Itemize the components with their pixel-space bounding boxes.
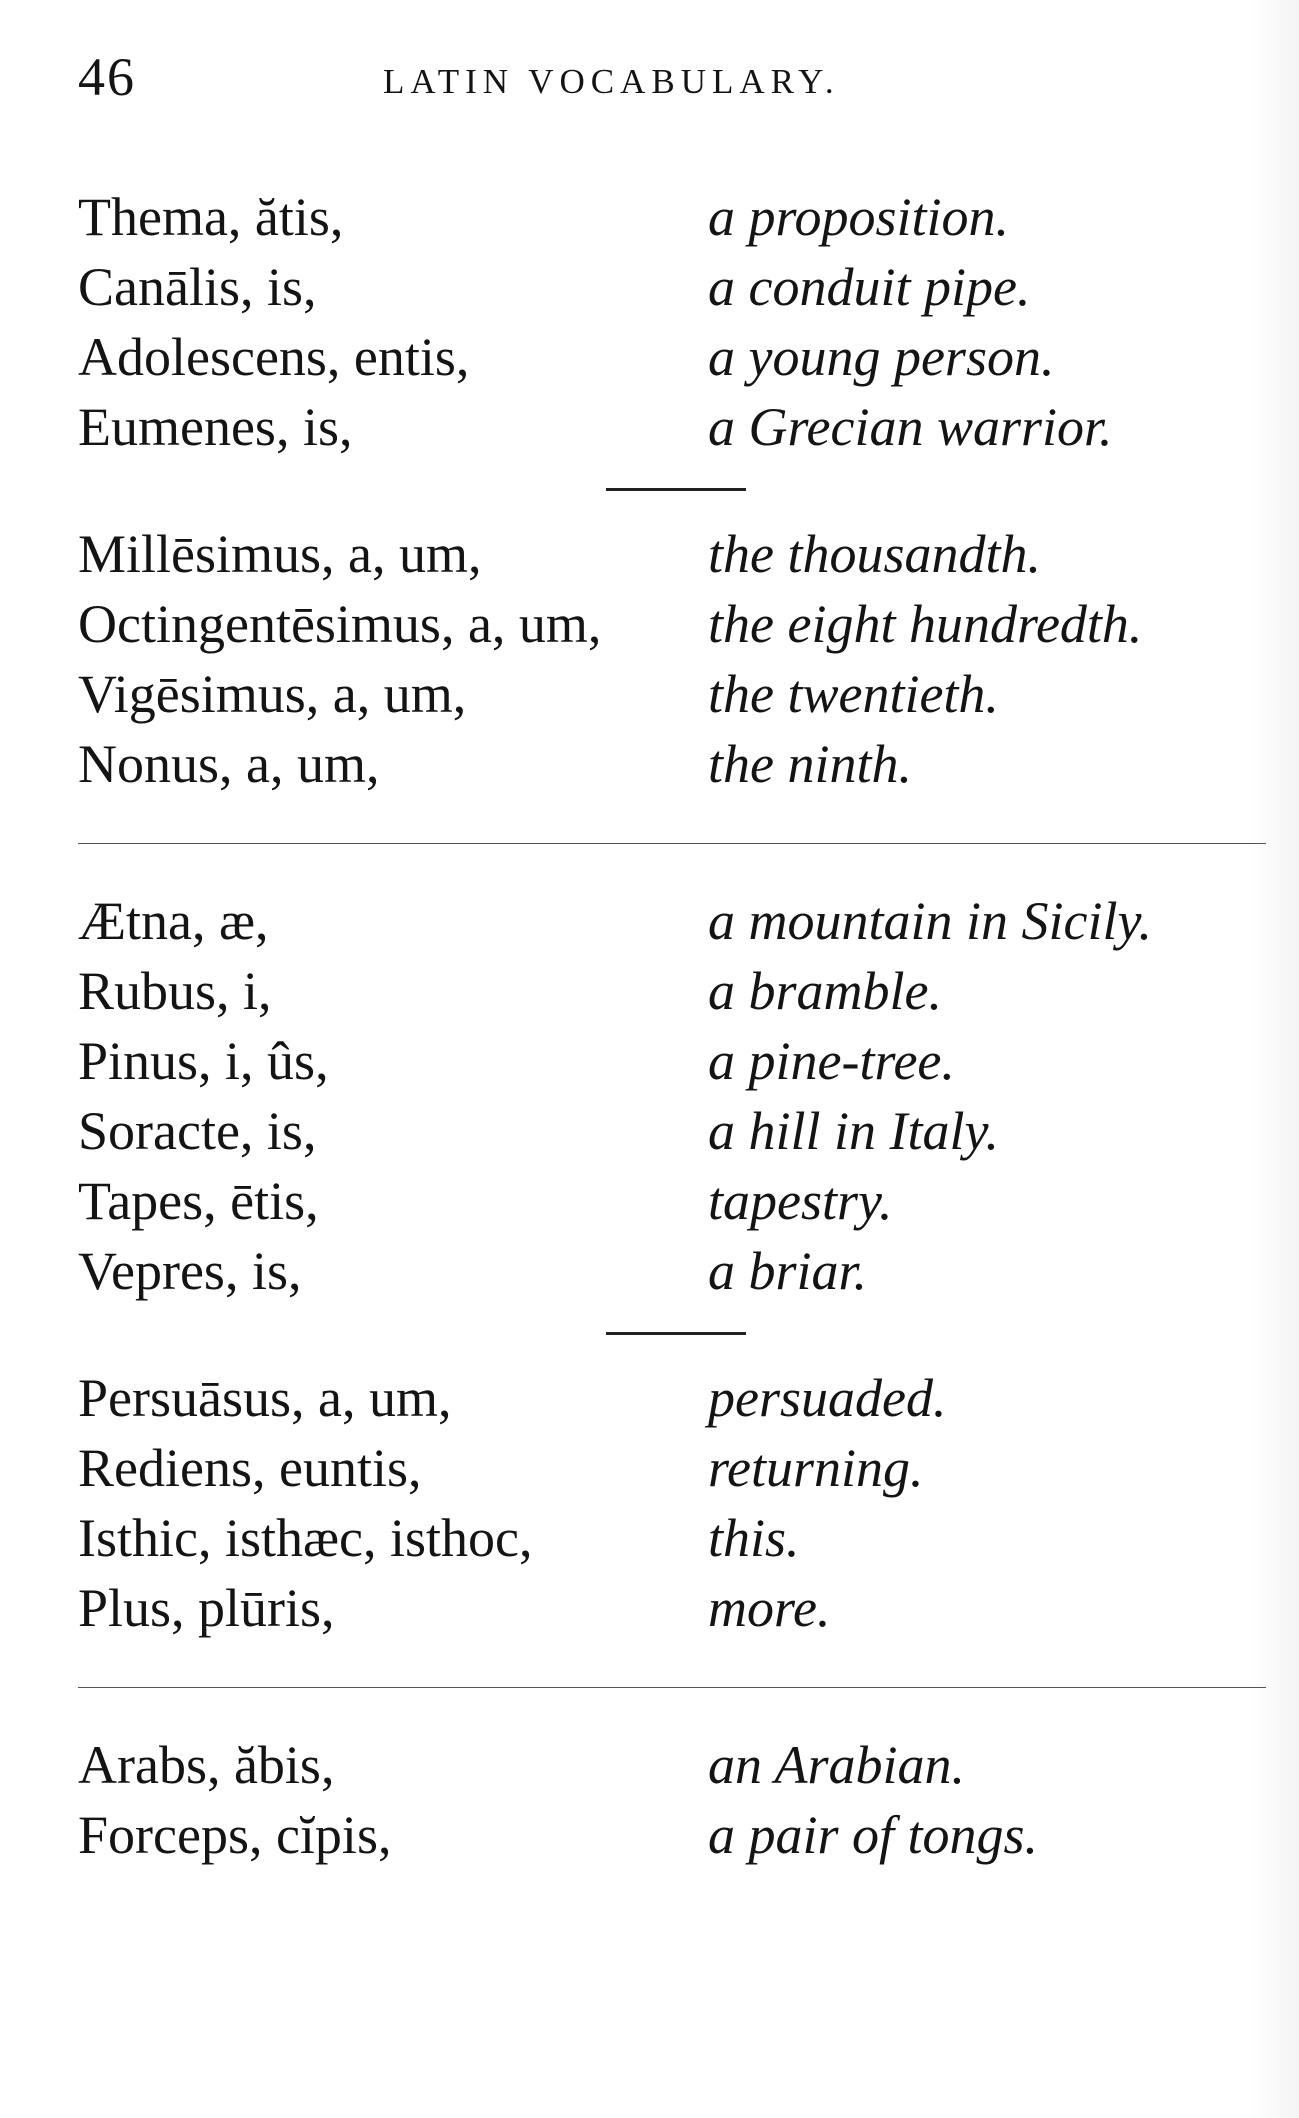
latin-term: Persuāsus, a, um, xyxy=(78,1368,452,1428)
latin-term: Rediens, euntis, xyxy=(78,1438,422,1498)
latin-term: Eumenes, is, xyxy=(78,397,353,457)
vocab-entry xyxy=(78,1503,1278,1573)
section-divider xyxy=(78,1687,1266,1688)
latin-term: Nonus, a, um, xyxy=(78,734,380,794)
latin-term: Vigēsimus, a, um, xyxy=(78,664,467,724)
vocab-entry xyxy=(78,1096,1278,1166)
short-divider xyxy=(606,488,746,491)
english-gloss: a mountain in Sicily. xyxy=(708,891,1152,951)
vocab-group xyxy=(78,886,1278,1306)
short-divider xyxy=(606,1332,746,1335)
vocab-group xyxy=(78,182,1278,462)
english-gloss: tapestry. xyxy=(708,1171,893,1231)
latin-term: Ætna, æ, xyxy=(78,891,269,951)
vocab-entry xyxy=(78,182,1278,252)
latin-term: Forceps, cĭpis, xyxy=(78,1805,392,1865)
english-gloss: persuaded. xyxy=(708,1368,947,1428)
latin-term: Canālis, is, xyxy=(78,257,317,317)
vocab-entry xyxy=(78,589,1278,659)
page-number: 46 xyxy=(78,47,136,107)
english-gloss: a conduit pipe. xyxy=(708,257,1031,317)
vocab-group xyxy=(78,519,1278,799)
page-header xyxy=(78,42,1259,112)
english-gloss: a proposition. xyxy=(708,187,1010,247)
vocab-entry xyxy=(78,1026,1278,1096)
vocab-entry xyxy=(78,1433,1278,1503)
english-gloss: a young person. xyxy=(708,327,1055,387)
vocabulary-list xyxy=(78,182,1278,1870)
english-gloss: a bramble. xyxy=(708,961,942,1021)
vocab-entry xyxy=(78,1800,1278,1870)
latin-term: Pinus, i, ûs, xyxy=(78,1031,329,1091)
vocab-entry xyxy=(78,659,1278,729)
latin-term: Millēsimus, a, um, xyxy=(78,524,482,584)
latin-term: Arabs, ăbis, xyxy=(78,1735,335,1795)
vocab-entry xyxy=(78,956,1278,1026)
latin-term: Tapes, ētis, xyxy=(78,1171,319,1231)
vocab-group xyxy=(78,1363,1278,1643)
english-gloss: a hill in Italy. xyxy=(708,1101,999,1161)
latin-term: Rubus, i, xyxy=(78,961,272,1021)
vocab-entry xyxy=(78,1363,1278,1433)
vocab-entry xyxy=(78,1573,1278,1643)
vocab-entry xyxy=(78,392,1278,462)
latin-term: Vepres, is, xyxy=(78,1241,302,1301)
vocab-entry xyxy=(78,1730,1278,1800)
english-gloss: a pine-tree. xyxy=(708,1031,955,1091)
vocab-entry xyxy=(78,1166,1278,1236)
english-gloss: returning. xyxy=(708,1438,924,1498)
english-gloss: the twentieth. xyxy=(708,664,999,724)
vocab-entry xyxy=(78,729,1278,799)
running-head: LATIN VOCABULARY. xyxy=(383,62,840,101)
vocab-entry xyxy=(78,322,1278,392)
latin-term: Adolescens, entis, xyxy=(78,327,470,387)
english-gloss: an Arabian. xyxy=(708,1735,966,1795)
english-gloss: a pair of tongs. xyxy=(708,1805,1039,1865)
latin-term: Plus, plūris, xyxy=(78,1578,335,1638)
latin-term: Soracte, is, xyxy=(78,1101,317,1161)
english-gloss: the thousandth. xyxy=(708,524,1041,584)
english-gloss: more. xyxy=(708,1578,831,1638)
vocab-group xyxy=(78,1730,1278,1870)
latin-term: Octingentēsimus, a, um, xyxy=(78,594,602,654)
vocab-entry xyxy=(78,519,1278,589)
english-gloss: this. xyxy=(708,1508,800,1568)
latin-term: Thema, ătis, xyxy=(78,187,344,247)
english-gloss: the ninth. xyxy=(708,734,912,794)
vocab-entry xyxy=(78,252,1278,322)
english-gloss: a Grecian warrior. xyxy=(708,397,1113,457)
english-gloss: a briar. xyxy=(708,1241,868,1301)
vocab-entry xyxy=(78,1236,1278,1306)
section-divider xyxy=(78,843,1266,844)
latin-term: Isthic, isthæc, isthoc, xyxy=(78,1508,533,1568)
english-gloss: the eight hundredth. xyxy=(708,594,1143,654)
vocab-entry xyxy=(78,886,1278,956)
